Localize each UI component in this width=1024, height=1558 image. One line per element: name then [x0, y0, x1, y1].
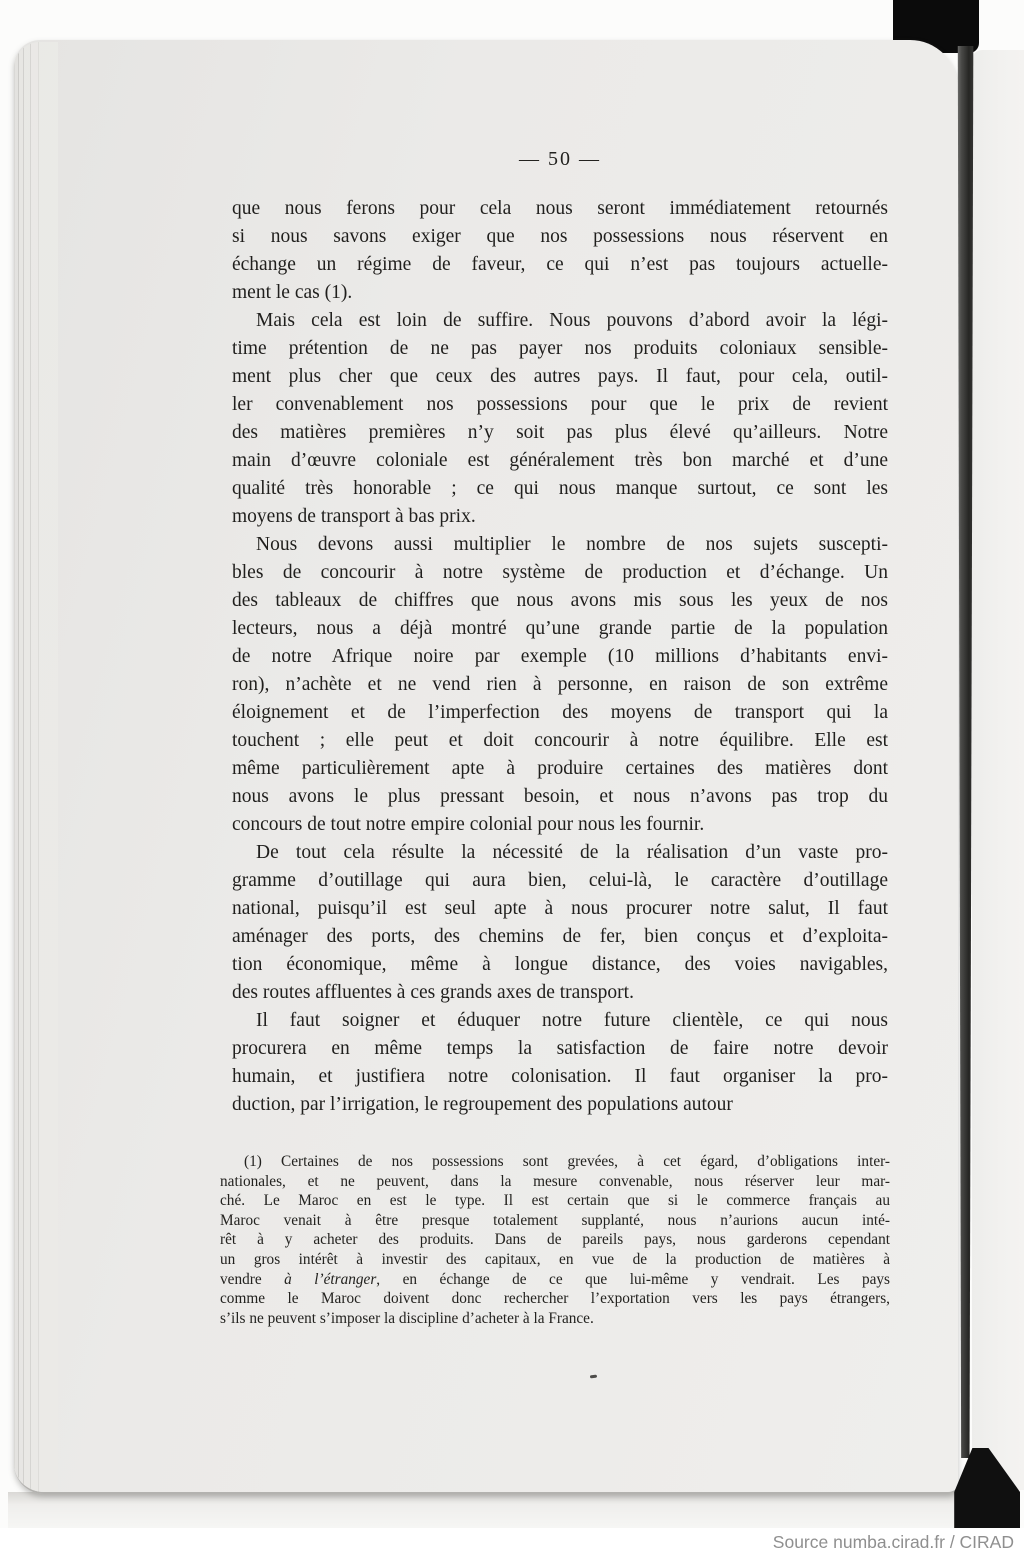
- footnote-line: ché. Le Maroc en est le type. Il est certain que si le commerce français au: [220, 1192, 890, 1210]
- facing-page-edge: [972, 50, 1024, 1490]
- body-line: humain, et justifiera notre colonisation. Il faut organiser la pro-: [232, 1066, 888, 1087]
- footnote-line: Maroc venait à être presque totalement supplanté, nous n’aurions aucun inté-: [220, 1211, 890, 1229]
- body-line: de notre Afrique noire par exemple (10 millions d’habitants envi-: [232, 646, 888, 667]
- body-line: moyens de transport à bas prix.: [232, 506, 476, 527]
- body-line: échange un régime de faveur, ce qui n’est pas toujours actuelle-: [232, 254, 888, 275]
- body-line: des routes affluentes à ces grands axes de transport.: [232, 982, 634, 1003]
- body-line: nous avons le plus pressant besoin, et nous n’avons pas trop du: [232, 786, 888, 807]
- body-line: Il faut soigner et éduquer notre future clientèle, ce qui nous: [256, 1010, 888, 1031]
- footnote-line: un gros intérêt à investir des capitaux, en vue de la production de matières à: [220, 1250, 890, 1268]
- body-line: national, puisqu’il est seul apte à nous procurer notre salut, Il faut: [232, 898, 888, 919]
- footnote-line: rêt à y acheter des produits. Dans de pareils pays, nous garderons cependant: [220, 1231, 890, 1249]
- scanned-page: [14, 40, 958, 1494]
- page-bottom-shadow: [8, 1492, 1016, 1528]
- body-text: [232, 195, 888, 1119]
- body-line: qualité très honorable ; ce qui nous manque surtout, ce sont les: [232, 478, 888, 499]
- source-credit: Source numba.cirad.fr / CIRAD: [0, 1528, 1024, 1558]
- body-line: duction, par l’irrigation, le regroupement des populations autour: [232, 1094, 733, 1115]
- body-line: même particulièrement apte à produire certaines des matières dont: [232, 758, 888, 779]
- footnote-line: nationales, et ne peuvent, dans la mesure convenable, nous réserver leur mar-: [220, 1172, 890, 1190]
- body-line: ment plus cher que ceux des autres pays. Il faut, pour cela, outil-: [232, 366, 888, 387]
- body-line: Mais cela est loin de suffire. Nous pouvons d’abord avoir la légi-: [256, 310, 888, 331]
- body-line: ron), n’achète et ne vend rien à personne, en raison de son extrême: [232, 674, 888, 695]
- body-line: Nous devons aussi multiplier le nombre de nos sujets suscepti-: [256, 534, 888, 555]
- body-line: tion économique, même à longue distance, des voies navigables,: [232, 954, 888, 975]
- body-line: des matières premières n’y soit pas plus élevé qu’ailleurs. Notre: [232, 422, 888, 443]
- body-line: ment le cas (1).: [232, 282, 353, 303]
- body-line: touchent ; elle peut et doit concourir à notre équilibre. Elle est: [232, 730, 888, 751]
- body-line: main d’œuvre coloniale est généralement très bon marché et d’une: [232, 450, 888, 471]
- body-line: concours de tout notre empire colonial pour nous les fournir.: [232, 814, 705, 835]
- footnote-line: comme le Maroc doivent donc rechercher l’exportation vers les pays étrangers,: [220, 1290, 890, 1308]
- body-line: procurera en même temps la satisfaction de faire notre devoir: [232, 1038, 888, 1059]
- body-line: bles de concourir à notre système de production et d’échange. Un: [232, 562, 888, 583]
- body-line: si nous savons exiger que nos possessions nous réservent en: [232, 226, 888, 247]
- footnote-line: (1) Certaines de nos possessions sont grevées, à cet égard, d’obligations inter-: [244, 1153, 890, 1170]
- body-line: ler convenablement nos possessions pour que le prix de revient: [232, 394, 888, 415]
- body-line: des tableaux de chiffres que nous avons mis sous les yeux de nos: [232, 590, 888, 611]
- footnote: [220, 1152, 890, 1328]
- body-line: gramme d’outillage qui aura bien, celui-là, le caractère d’outillage: [232, 870, 888, 891]
- body-line: time prétention de ne pas payer nos produits coloniaux sensible-: [232, 338, 888, 359]
- body-line: lecteurs, nous a déjà montré qu’une grande partie de la population: [232, 618, 888, 639]
- body-line: aménager des ports, des chemins de fer, bien conçus et d’exploita-: [232, 926, 888, 947]
- body-line: que nous ferons pour cela nous seront immédiatement retournés: [232, 198, 888, 219]
- page-stack-edges: [14, 42, 58, 1492]
- body-line: éloignement et de l’imperfection des moyens de transport qui la: [232, 702, 888, 723]
- body-line: De tout cela résulte la nécessité de la réalisation d’un vaste pro-: [256, 842, 888, 863]
- footnote-line: vendre à l’étranger, en échange de ce que lui-même y vendrait. Les pays: [220, 1270, 890, 1288]
- page-number: — 50 —: [519, 148, 601, 170]
- footnote-line: s’ils ne peuvent s’imposer la discipline d’acheter à la France.: [220, 1309, 594, 1327]
